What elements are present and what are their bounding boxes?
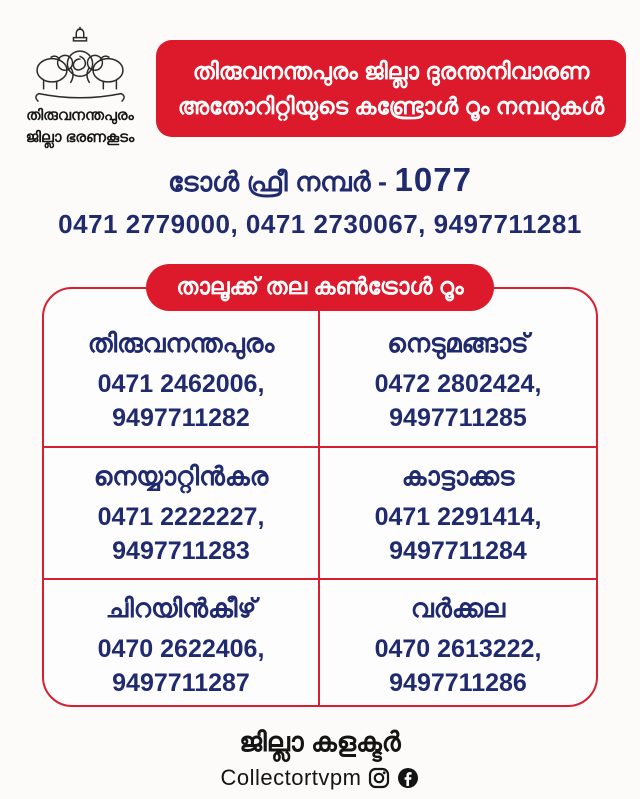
taluk-phone2: 9497711283 (112, 536, 250, 565)
taluk-section-title: താലൂക്ക് തല കൺട്രോൾ റൂം (146, 264, 493, 311)
instagram-icon (368, 767, 390, 789)
taluk-table (42, 287, 598, 707)
taluk-phone1: 0471 2291414, (374, 502, 542, 531)
taluk-name: നെയ്യാറ്റിൻകര (93, 461, 269, 491)
taluk-phones (98, 368, 265, 436)
taluk-cell-thiruvananthapuram (44, 289, 320, 446)
taluk-phone1: 0472 2802424, (374, 369, 542, 398)
emblem-caption-line1: തിരുവനന്തപുരം (26, 107, 134, 124)
taluk-phones (375, 368, 542, 436)
toll-free-label-line (0, 161, 640, 199)
taluk-phones (375, 633, 542, 701)
taluk-name: നെടുമങ്ങാട് (387, 328, 529, 358)
kerala-government-emblem-icon (16, 16, 144, 104)
taluk-name: ചിറയിൻകീഴ് (105, 593, 257, 623)
social-handle-text: Collectortvpm (220, 765, 362, 790)
taluk-cell-varkala (320, 578, 596, 705)
taluk-phone2: 9497711284 (389, 536, 527, 565)
taluk-phones (98, 501, 265, 569)
title-banner (156, 40, 626, 137)
taluk-phone1: 0470 2613222, (374, 634, 542, 663)
taluk-phone2: 9497711282 (112, 403, 250, 432)
taluk-phone1: 0471 2462006, (97, 369, 265, 398)
toll-free-section (0, 161, 640, 240)
taluk-cell-kattakada (320, 446, 596, 578)
taluk-cell-nedumangad (320, 289, 596, 446)
taluk-name: തിരുവനന്തപുരം (87, 328, 275, 358)
title-banner-line1: തിരുവനന്തപുരം ജില്ലാ ദുരന്തനിവാരണ (192, 58, 590, 84)
taluk-name: വർക്കല (410, 593, 506, 623)
taluk-control-room-section (0, 264, 640, 707)
taluk-phone1: 0471 2222227, (97, 502, 265, 531)
emblem-caption-line2: ജില്ലാ ഭരണകൂടം (25, 128, 135, 146)
title-banner-line2: അതോറിറ്റിയുടെ കണ്ട്രോൾ റൂം നമ്പറുകൾ (177, 92, 605, 119)
taluk-phone2: 9497711286 (389, 668, 527, 697)
district-administration-emblem-block (16, 16, 144, 147)
taluk-phones (375, 501, 542, 569)
taluk-cell-neyyattinkara (44, 446, 320, 578)
taluk-cell-chirayinkeezhu (44, 578, 320, 705)
toll-free-label: ടോൾ ഫ്രീ നമ്പർ - (168, 167, 395, 197)
taluk-phone2: 9497711287 (112, 668, 250, 697)
district-collector-title: ജില്ലാ കളക്ടർ (239, 727, 401, 757)
taluk-phones (98, 633, 265, 701)
taluk-phone2: 9497711285 (389, 403, 527, 432)
footer (0, 727, 640, 791)
social-handle-row (0, 765, 640, 791)
facebook-icon (397, 767, 419, 789)
taluk-phone1: 0470 2622406, (97, 634, 265, 663)
taluk-name: കാട്ടാക്കട (401, 461, 515, 491)
toll-free-number: 1077 (394, 161, 472, 198)
control-room-numbers: 0471 2779000, 0471 2730067, 9497711281 (58, 209, 582, 239)
header (0, 0, 640, 147)
